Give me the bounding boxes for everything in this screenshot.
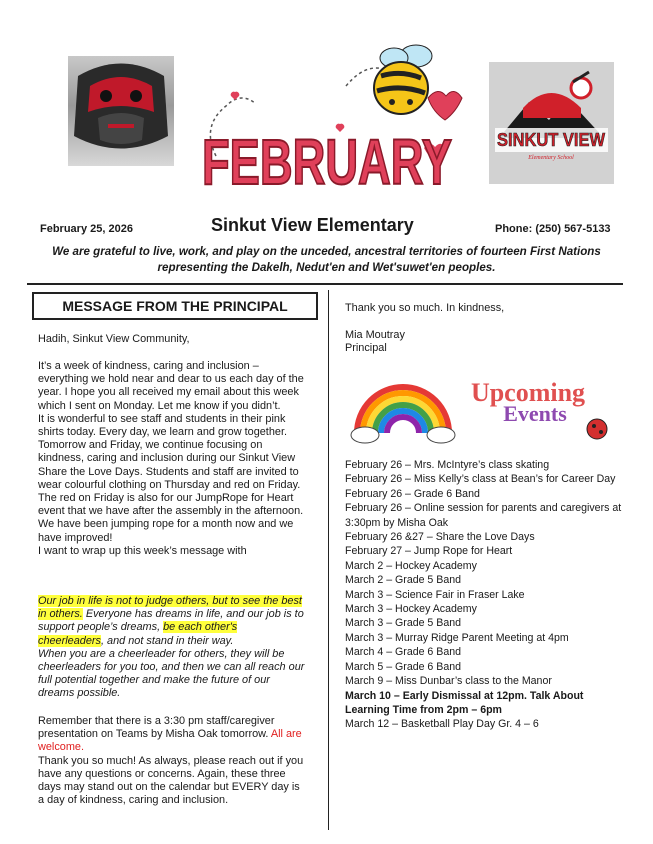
- upcoming-title: Upcoming: [470, 378, 586, 407]
- event-item: March 3 – Grade 5 Band: [345, 617, 462, 630]
- event-item: March 3 – Science Fair in Fraser Lake: [345, 588, 525, 601]
- event-item: March 5 – Grade 6 Band: [345, 660, 462, 673]
- events-list: [345, 458, 625, 732]
- principal-message-heading: MESSAGE FROM THE PRINCIPAL: [32, 292, 318, 320]
- closing-message: [38, 715, 306, 807]
- event-item: March 3 – Hockey Academy: [345, 603, 477, 616]
- quote-highlight: Our job in life is not to judge others, but to see the best in others.: [38, 595, 302, 621]
- event-item: February 26 &27 – Share the Love Days: [345, 531, 535, 544]
- events-title: Events: [503, 401, 567, 426]
- event-item: February 26 – Mrs. McIntyre’s class skating: [345, 459, 550, 471]
- closing-line: Thank you so much. In kindness,: [345, 302, 505, 314]
- event-item: March 9 – Miss Dunbar’s class to the Manor: [345, 675, 552, 688]
- message-paragraph: It is wonderful to see staff and students in their pink shirts today. Every day, we learn and grow together.: [38, 412, 287, 439]
- signature: [345, 329, 623, 355]
- event-item: March 3 – Murray Ridge Parent Meeting at 4pm: [345, 631, 569, 644]
- event-item: February 26 – Grade 6 Band: [345, 487, 480, 500]
- presentation-note: Remember that there is a 3:30 pm staff/caregiver presentation on Teams by Misha Oak tomorrow.: [38, 715, 275, 741]
- quote-block: [38, 595, 306, 701]
- logo-text: SINKUT VIEW: [497, 130, 605, 150]
- quote-highlight: be each other's cheerleaders: [38, 621, 238, 647]
- helmet-photo: [68, 56, 174, 166]
- message-paragraph: Tomorrow and Friday, we continue focusing on kindness, caring and inclusion during our Sinkut View Share the Love Days. Students and staff are invited to wear colourful clothing on Thursday and red on Friday. The red on Friday is also for our JumpRope for Heart event that we have after the assembly in the afternoon. We have been jumping rope for a month now and we have improved!: [38, 439, 304, 544]
- phone-number: Phone: (250) 567-5133: [495, 223, 611, 235]
- principal-name: Mia Moutray: [345, 329, 405, 341]
- school-logo: [489, 62, 614, 184]
- event-item: March 2 – Hockey Academy: [345, 559, 477, 572]
- event-item: March 10 – Early Dismissal at 12pm. Talk About Learning Time from 2pm – 6pm: [345, 689, 584, 716]
- school-name: Sinkut View Elementary: [211, 215, 414, 235]
- column-divider: [328, 290, 329, 830]
- principal-message-body: [38, 360, 306, 558]
- land-acknowledgement: We are grateful to live, work, and play on the unceded, ancestral territories of fourteen First Nations representing the Dakelh, Nedut'en and Wet'suwet'en peoples.: [52, 245, 601, 274]
- logo-subtext: Elementary School: [528, 155, 574, 161]
- event-item: February 26 – Online session for parents and caregivers at 3:30pm by Misha Oak: [345, 502, 622, 529]
- newsletter-date: February 25, 2026: [40, 223, 133, 235]
- event-item: February 26 – Miss Kelly’s class at Bean’s for Career Day: [345, 473, 616, 486]
- banner-word: FEBRUARY: [202, 126, 452, 196]
- event-item: February 27 – Jump Rope for Heart: [345, 545, 513, 558]
- event-item: March 4 – Grade 6 Band: [345, 646, 462, 659]
- upcoming-events-graphic: [345, 371, 615, 447]
- message-paragraph: It’s a week of kindness, caring and inclusion – everything we hold near and dear to us each day of the year. I hope you all received my email about this week which I sent on Monday. Let me know if you didn’t.: [38, 360, 304, 412]
- quote-text: , and not stand in their way.: [100, 634, 234, 647]
- all-welcome-note: All are welcome.: [38, 728, 302, 754]
- event-item: March 2 – Grade 5 Band: [345, 574, 462, 587]
- quote-paragraph: When you are a cheerleader for others, they will be cheerleaders for you too, and then we can all reach our full potential together and make the future of our dreams possible.: [38, 647, 305, 700]
- quote-text: Everyone has dreams in life, and our job is to support people’s dreams,: [38, 608, 304, 634]
- message-paragraph: Thank you so much! As always, please reach out if you have any questions or concerns. Again, these three days may stand out on the calendar but EVERY day is a day of kindness, caring and inclusion.: [38, 754, 304, 807]
- header-divider: [27, 283, 623, 285]
- principal-greeting: Hadih, Sinkut View Community,: [38, 333, 190, 345]
- message-paragraph: I want to wrap up this week’s message with: [38, 544, 247, 557]
- principal-title: Principal: [345, 342, 387, 355]
- event-item: March 12 – Basketball Play Day Gr. 4 – 6: [345, 718, 539, 731]
- february-banner: [196, 36, 466, 196]
